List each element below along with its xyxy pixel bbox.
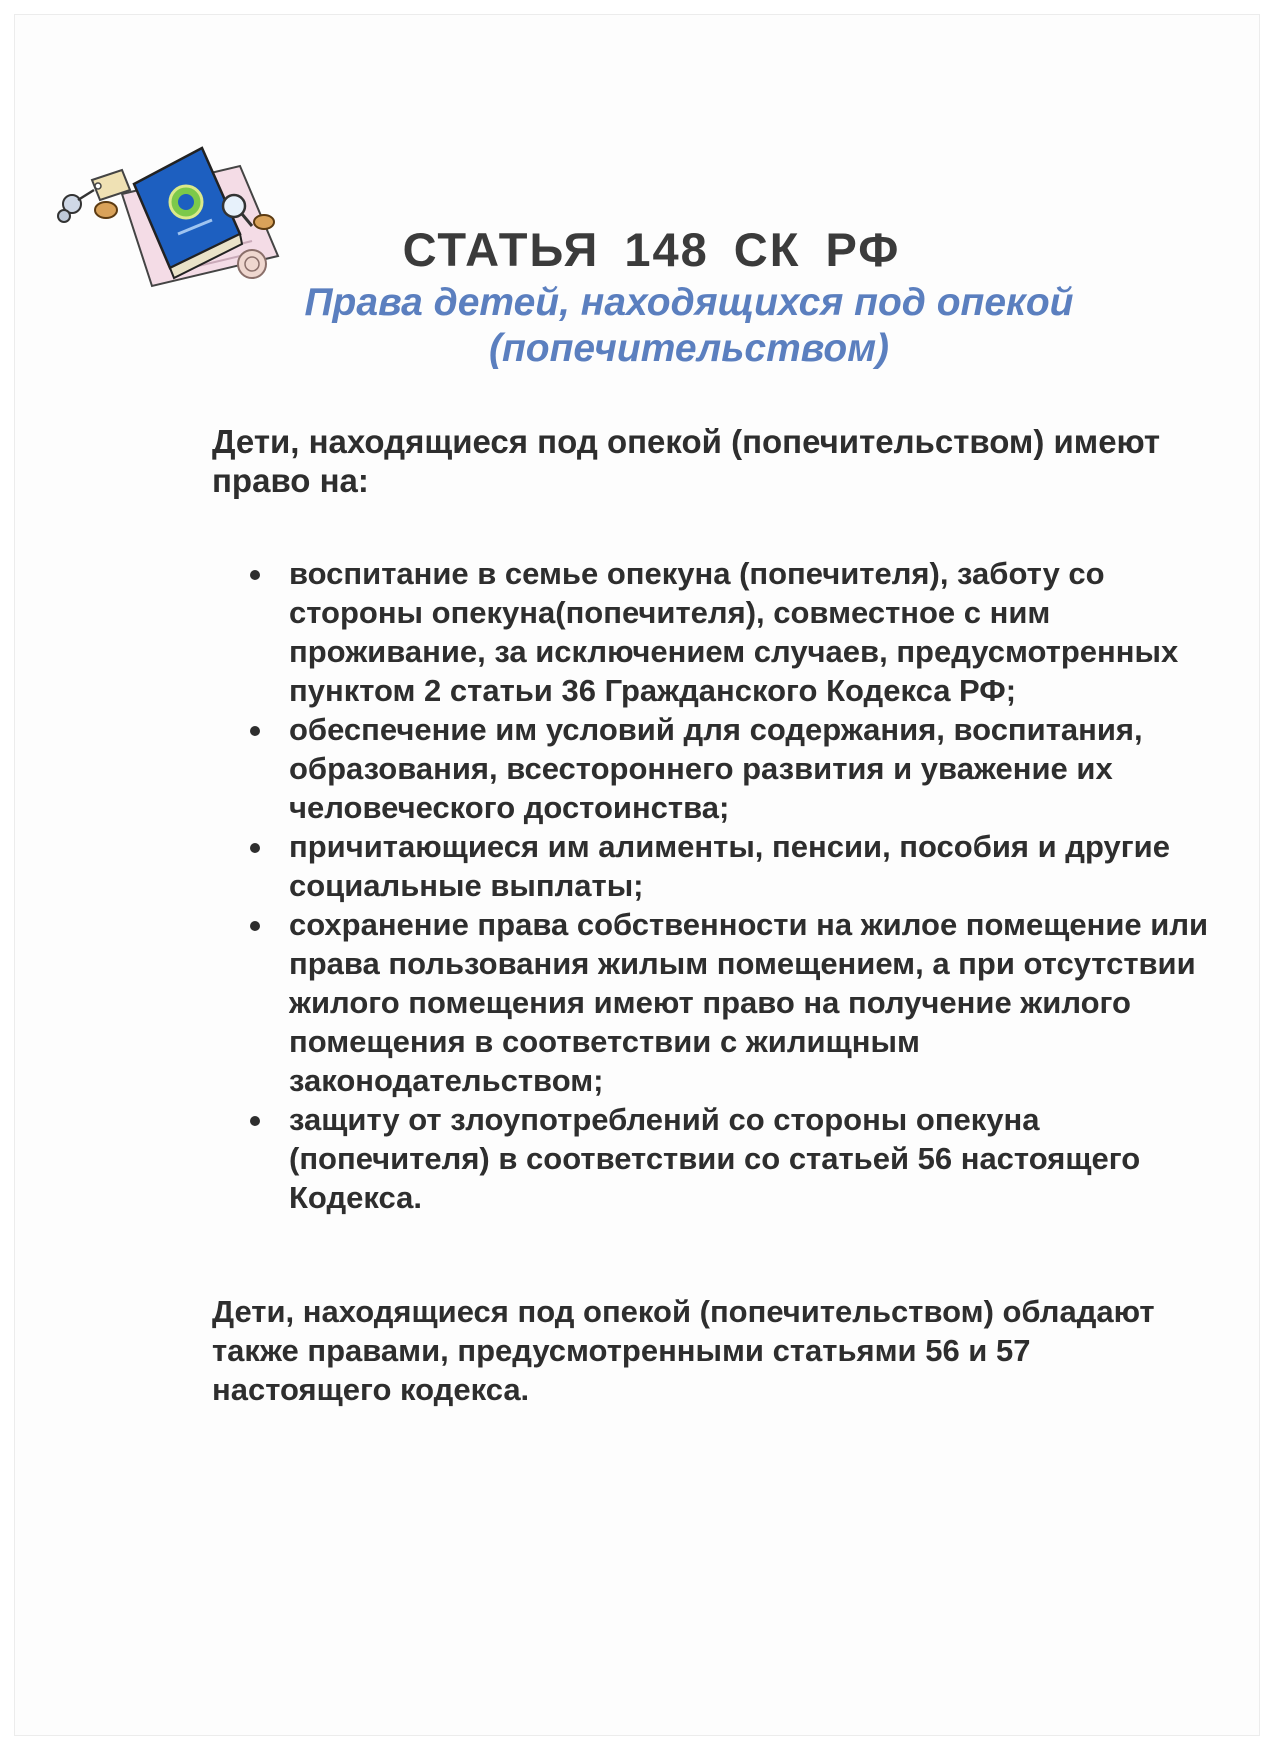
- list-item: [212, 1100, 1212, 1217]
- bullet-icon: [250, 570, 260, 580]
- keys-icon: [58, 190, 94, 222]
- list-item-text: защиту от злоупотреблений со стороны опекуна (попечителя) в соответствии со статьей 56 настоящего Кодекса.: [289, 1102, 1141, 1215]
- list-item-text: причитающиеся им алименты, пенсии, пособия и другие социальные выплаты;: [289, 829, 1170, 903]
- bullet-icon: [250, 1116, 260, 1126]
- list-item: [212, 905, 1212, 1100]
- list-item-text: сохранение права собственности на жилое помещение или права пользования жилым помещением, а при отсутствии жилого помещения имеют право на получение жилого помещения в соответствии с жилищным законодательством;: [289, 907, 1209, 1098]
- article-subtitle: Права детей, находящихся под опекой (попечительством): [304, 281, 1074, 370]
- list-item: [212, 710, 1212, 827]
- document-page: [14, 14, 1260, 1736]
- bullet-icon: [250, 843, 260, 853]
- intro-paragraph: Дети, находящиеся под опекой (попечительством) имеют право на:: [212, 423, 1161, 499]
- bullet-icon: [250, 726, 260, 736]
- rights-list: [212, 554, 1212, 1217]
- list-item-text: воспитание в семье опекуна (попечителя), заботу со стороны опекуна(попечителя), совместное с ним проживание, за исключением случаев, предусмотренных пунктом 2 статьи 36 Гражданского Кодекса РФ;: [289, 556, 1179, 708]
- closing-paragraph: Дети, находящиеся под опекой (попечительством) обладают также правами, предусмотренными статьями 56 и 57 настоящего кодекса.: [212, 1294, 1155, 1407]
- list-item: [212, 827, 1212, 905]
- article-title: СТАТЬЯ 148 СК РФ: [402, 223, 901, 276]
- list-item: [212, 554, 1212, 710]
- bullet-icon: [250, 921, 260, 931]
- list-item-text: обеспечение им условий для содержания, воспитания, образования, всестороннего развития и уважение их человеческого достоинства;: [289, 712, 1143, 825]
